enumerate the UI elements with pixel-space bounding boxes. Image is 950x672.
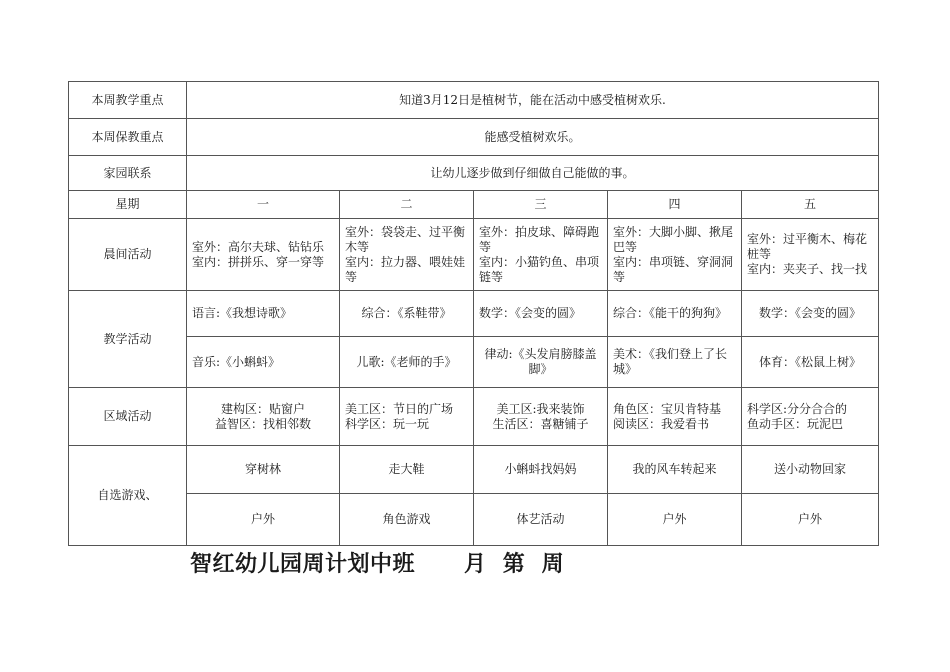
teaching-cell: 音乐:《小蝌蚪》 [187,337,340,388]
morning-cell-1 [187,219,340,291]
teaching-label: 教学活动 [69,291,187,388]
morning-indoor: 室内：串项链、穿洞洞等 [613,254,734,284]
morning-outdoor: 室外：过平衡木、梅花桩等 [747,232,868,261]
area-line: 阅读区：我爱看书 [613,416,710,431]
area-cell-5 [742,388,879,446]
area-cell-4 [608,388,742,446]
home-school-label: 家园联系 [69,156,187,191]
weekday-1: 一 [187,191,340,219]
care-focus-label: 本周保教重点 [69,119,187,156]
row-teaching-focus [69,82,879,119]
game-type-cell: 户外 [608,494,742,546]
row-games-1 [69,446,879,494]
morning-indoor: 室内：夹夹子、找一找 [747,262,868,276]
morning-outdoor: 室外：袋袋走、过平衡木等 [345,224,466,254]
teaching-cell: 美术：《我们登上了长城》 [608,337,742,388]
area-line: 美工区：节日的广场 [345,401,454,416]
area-cell-1 [187,388,340,446]
morning-outdoor: 室外：大脚小脚、揪尾巴等 [613,224,734,254]
area-line: 科学区:分分合合的 [747,401,848,416]
game-cell: 走大鞋 [340,446,474,494]
row-teaching-2 [69,337,879,388]
morning-outdoor: 室外：高尔夫球、钻钻乐 [192,239,325,254]
teaching-focus-label: 本周教学重点 [69,82,187,119]
game-cell: 穿树林 [187,446,340,494]
teaching-cell: 语言:《我想诗歌》 [187,291,340,337]
teaching-cell: 综合：《系鞋带》 [340,291,474,337]
teaching-cell: 数学：《会变的圆》 [474,291,608,337]
weekday-5: 五 [742,191,879,219]
area-line: 鱼动手区：玩泥巴 [747,416,844,431]
teaching-cell: 律动:《头发肩膀膝盖脚》 [474,337,608,388]
teaching-focus-value: 知道3月12日是植树节，能在活动中感受植树欢乐. [187,82,879,119]
weekday-3: 三 [474,191,608,219]
game-cell: 我的风车转起来 [608,446,742,494]
games-label: 自选游戏、 [69,446,187,546]
weekly-plan-table [68,81,879,546]
area-line: 益智区：找相邻数 [214,416,311,431]
morning-indoor: 室内：拉力器、喂娃娃等 [345,254,466,284]
row-home-school [69,156,879,191]
document-title: 智红幼儿园周计划中班 月 第 周 [190,552,565,577]
teaching-cell: 体育：《松鼠上树》 [742,337,879,388]
area-line: 建构区：贴窗户 [220,401,305,416]
area-label: 区域活动 [69,388,187,446]
area-cell-2 [340,388,474,446]
morning-cell-5 [742,219,879,291]
home-school-value: 让幼儿逐步做到仔细做自己能做的事。 [187,156,879,191]
care-focus-value: 能感受植树欢乐。 [187,119,879,156]
game-cell: 小蝌蚪找妈妈 [474,446,608,494]
row-teaching-1 [69,291,879,337]
morning-indoor: 室内：拼拼乐、穿一穿等 [192,254,325,269]
row-games-2 [69,494,879,546]
area-line: 角色区：宝贝肯特基 [613,401,722,416]
morning-label: 晨间活动 [69,219,187,291]
teaching-cell: 数学：《会变的圆》 [742,291,879,337]
row-care-focus [69,119,879,156]
row-weekday [69,191,879,219]
game-type-cell: 户外 [742,494,879,546]
morning-cell-3 [474,219,608,291]
weekday-label: 星期 [69,191,187,219]
teaching-cell: 综合：《能干的狗狗》 [608,291,742,337]
row-morning [69,219,879,291]
game-type-cell: 角色游戏 [340,494,474,546]
area-cell-3 [474,388,608,446]
row-area [69,388,879,446]
area-line: 美工区:我来装饰 [496,401,585,416]
morning-cell-4 [608,219,742,291]
area-line: 科学区：玩一玩 [345,416,430,431]
game-type-cell: 体艺活动 [474,494,608,546]
morning-cell-2 [340,219,474,291]
weekday-4: 四 [608,191,742,219]
morning-outdoor: 室外：拍皮球、障碍跑等 [479,224,600,254]
area-line: 生活区：喜糖铺子 [492,416,589,431]
morning-indoor: 室内：小猫钓鱼、串项链等 [479,254,600,284]
teaching-cell: 儿歌:《老师的手》 [340,337,474,388]
weekday-2: 二 [340,191,474,219]
game-cell: 送小动物回家 [742,446,879,494]
game-type-cell: 户外 [187,494,340,546]
